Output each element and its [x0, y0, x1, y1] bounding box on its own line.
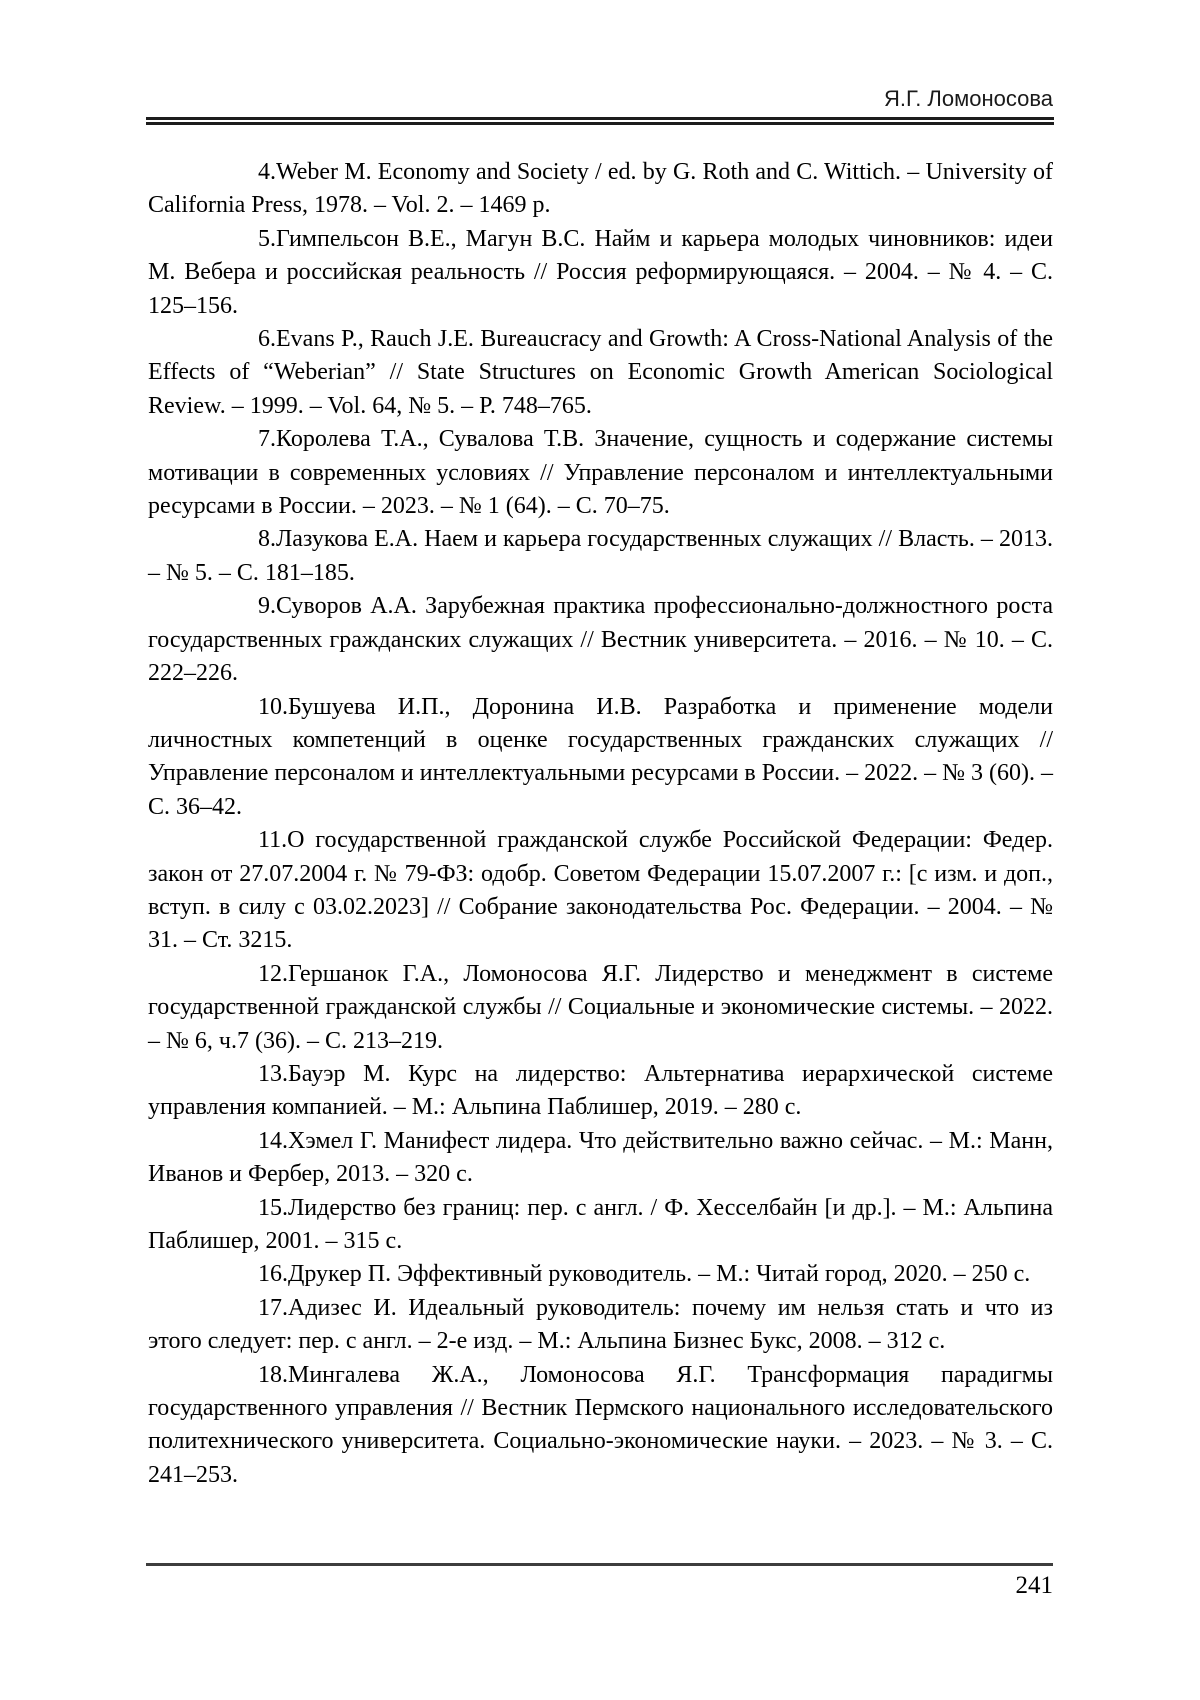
reference-item [148, 423, 1053, 523]
reference-text: О государственной гражданской службе Российской Федерации: Федер. закон от 27.07.2004 г. № 79-ФЗ: одобр. Советом Федерации 15.07.2007 г.: [с изм. и доп., вступ. в силу с 03.02.2023] // Собрание законодательства Рос. Федерации. – 2004. – № 31. – Ст. 3215. [148, 827, 1053, 954]
reference-item [148, 958, 1053, 1058]
reference-item [148, 824, 1053, 958]
reference-number: 10. [258, 693, 288, 720]
reference-item [148, 1058, 1053, 1125]
reference-text: Weber M. Economy and Society / ed. by G. Roth and C. Wittich. – University of California Press, 1978. – Vol. 2. – 1469 p. [148, 159, 1053, 219]
reference-number: 15. [258, 1194, 288, 1221]
reference-item [148, 1258, 1053, 1291]
reference-number: 6. [258, 326, 276, 353]
reference-item [148, 691, 1053, 825]
reference-text: Адизес И. Идеальный руководитель: почему им нельзя стать и что из этого следует: пер. с англ. – 2-е изд. – М.: Альпина Бизнес Букс, 2008. – 312 с. [148, 1294, 1053, 1355]
reference-number: 16. [258, 1261, 288, 1288]
reference-text: Лазукова Е.А. Наем и карьера государственных служащих // Власть. – 2013. – № 5. – С. 181–185. [148, 526, 1053, 586]
reference-number: 13. [258, 1060, 288, 1087]
running-header-author: Я.Г. Ломоносова [883, 86, 1053, 111]
page-number: 241 [1015, 1572, 1053, 1599]
reference-number: 18. [258, 1361, 288, 1388]
reference-item [148, 223, 1053, 323]
reference-number: 14. [258, 1127, 288, 1154]
reference-number: 17. [258, 1294, 288, 1321]
reference-item [148, 1292, 1053, 1359]
reference-number: 4. [258, 159, 276, 185]
reference-list [148, 156, 1053, 1492]
reference-item [148, 156, 1053, 223]
reference-number: 8. [258, 526, 276, 553]
reference-item [148, 523, 1053, 590]
reference-item [148, 1192, 1053, 1259]
reference-number: 5. [258, 225, 276, 252]
reference-text: Королева Т.А., Сувалова Т.В. Значение, сущность и содержание системы мотивации в современных условиях // Управление персоналом и интеллектуальными ресурсами в России. – 2023. – № 1 (64). – С. 70–75. [148, 426, 1053, 520]
reference-text: Хэмел Г. Манифест лидера. Что действительно важно сейчас. – М.: Манн, Иванов и Фербер, 2013. – 320 с. [148, 1127, 1053, 1188]
reference-item [148, 590, 1053, 690]
reference-text: Бауэр М. Курс на лидерство: Альтернатива иерархической системе управления компанией. – М.: Альпина Паблишер, 2019. – 280 с. [148, 1060, 1053, 1121]
reference-text: Мингалева Ж.А., Ломоносова Я.Г. Трансформация парадигмы государственного управления // Вестник Пермского национального исследовательского политехнического университета. Социально-экономические науки. – 2023. – № 3. – С. 241–253. [148, 1361, 1053, 1488]
reference-number: 7. [258, 426, 276, 453]
reference-text: Бушуева И.П., Доронина И.В. Разработка и применение модели личностных компетенций в оценке государственных гражданских служащих // Управление персоналом и интеллектуальными ресурсами в России. – 2022. – № 3 (60). – С. 36–42. [148, 693, 1053, 820]
reference-item [148, 1359, 1053, 1493]
reference-number: 9. [258, 593, 276, 620]
reference-item [148, 323, 1053, 423]
reference-number: 11. [258, 827, 288, 854]
reference-text: Гершанок Г.А., Ломоносова Я.Г. Лидерство и менеджмент в системе государственной гражданской службы // Социальные и экономические системы. – 2022. – № 6, ч.7 (36). – С. 213–219. [148, 960, 1053, 1054]
header-rule [146, 117, 1054, 125]
reference-number: 12. [258, 960, 288, 987]
reference-text: Evans P., Rauch J.E. Bureaucracy and Growth: A Cross-National Analysis of the Effects of “Weberian” // State Structures on Economic Growth American Sociological Review. – 1999. – Vol. 64, № 5. – P. 748–765. [148, 326, 1053, 419]
reference-text: Гимпельсон В.Е., Магун В.С. Найм и карьера молодых чиновников: идеи М. Вебера и российская реальность // Россия реформирующаяся. – 2004. – № 4. – С. 125–156. [148, 225, 1053, 319]
reference-text: Друкер П. Эффективный руководитель. – М.: Читай город, 2020. – 250 с. [288, 1261, 1031, 1288]
reference-item [148, 1125, 1053, 1192]
footer-rule [146, 1563, 1053, 1566]
reference-text: Лидерство без границ: пер. с англ. / Ф. Хесселбайн [и др.]. – М.: Альпина Паблишер, 2001. – 315 с. [148, 1194, 1053, 1254]
reference-text: Суворов А.А. Зарубежная практика профессионально-должностного роста государственных гражданских служащих // Вестник университета. – 2016. – № 10. – С. 222–226. [148, 593, 1053, 687]
running-header [148, 86, 1053, 112]
